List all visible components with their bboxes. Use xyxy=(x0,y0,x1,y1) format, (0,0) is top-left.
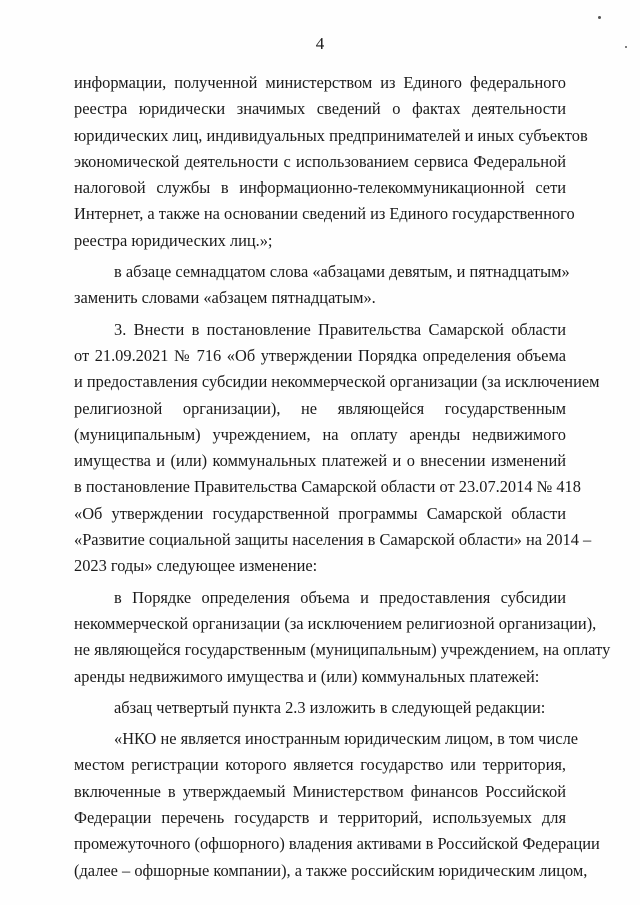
text-line: и предоставления субсидии некоммерческой организации (за исключением xyxy=(74,372,600,392)
text-line: «НКО не является иностранным юридическим лицом, в том числе xyxy=(114,729,579,749)
text-line: реестра юридически значимых сведений о фактах деятельности xyxy=(74,99,566,119)
text-line: 3. Внести в постановление Правительства Самарской области xyxy=(114,319,566,339)
text-line: промежуточного (офшорного) владения активами в Российской Федерации xyxy=(74,834,600,854)
text-line: в Порядке определения объема и предоставления субсидии xyxy=(114,587,566,607)
text-line: юридических лиц, индивидуальных предпринимателей и иных субъектов xyxy=(74,125,588,145)
text-line: в постановление Правительства Самарской области от 23.07.2014 № 418 xyxy=(74,477,581,497)
text-line: реестра юридических лиц.»; xyxy=(74,230,273,250)
text-line: абзац четвертый пункта 2.3 изложить в следующей редакции: xyxy=(114,697,546,717)
paragraph xyxy=(74,695,566,721)
scan-speck xyxy=(625,46,627,48)
text-line: 2023 годы» следующее изменение: xyxy=(74,556,318,576)
paragraph xyxy=(74,317,600,580)
paragraph xyxy=(74,726,600,884)
text-line: налоговой службы в информационно-телекоммуникационной сети xyxy=(74,178,566,198)
text-line: Интернет, а также на основании сведений из Единого государственного xyxy=(74,204,575,224)
text-line: имущества и (или) коммунальных платежей и о внесении изменений xyxy=(74,451,566,471)
text-line: заменить словами «абзацем пятнадцатым». xyxy=(74,288,376,308)
text-line: «Развитие социальной защиты населения в Самарской области» на 2014 – xyxy=(74,530,592,550)
text-line: местом регистрации которого является государство или территория, xyxy=(74,755,566,775)
text-line: от 21.09.2021 № 716 «Об утверждении Порядка определения объема xyxy=(74,345,566,365)
text-line: не являющейся государственным (муниципальным) учреждением, на оплату xyxy=(74,640,611,660)
page-number: 4 xyxy=(315,34,325,53)
text-line: «Об утверждении государственной программы Самарской области xyxy=(74,503,566,523)
document-body xyxy=(74,70,611,884)
text-line: в абзаце семнадцатом слова «абзацами девятым, и пятнадцатым» xyxy=(114,262,570,282)
text-line: (муниципальным) учреждением, на оплату аренды недвижимого xyxy=(74,424,566,444)
text-line: информации, полученной министерством из Единого федерального xyxy=(74,73,566,92)
text-line: аренды недвижимого имущества и (или) коммунальных платежей: xyxy=(74,666,540,686)
text-line: некоммерческой организации (за исключением религиозной организации), xyxy=(74,613,597,633)
paragraph xyxy=(74,259,570,312)
text-line: Федерации перечень государств и территорий, используемых для xyxy=(74,808,566,828)
paragraph xyxy=(74,585,611,690)
text-line: религиозной организации), не являющейся государственным xyxy=(74,398,566,418)
text-line: (далее – офшорные компании), а также российским юридическим лицом, xyxy=(74,860,588,880)
text-line: включенные в утверждаемый Министерством финансов Российской xyxy=(74,781,566,801)
text-line: экономической деятельности с использованием сервиса Федеральной xyxy=(74,151,566,171)
paragraph xyxy=(74,70,588,254)
scan-speck xyxy=(598,16,601,19)
